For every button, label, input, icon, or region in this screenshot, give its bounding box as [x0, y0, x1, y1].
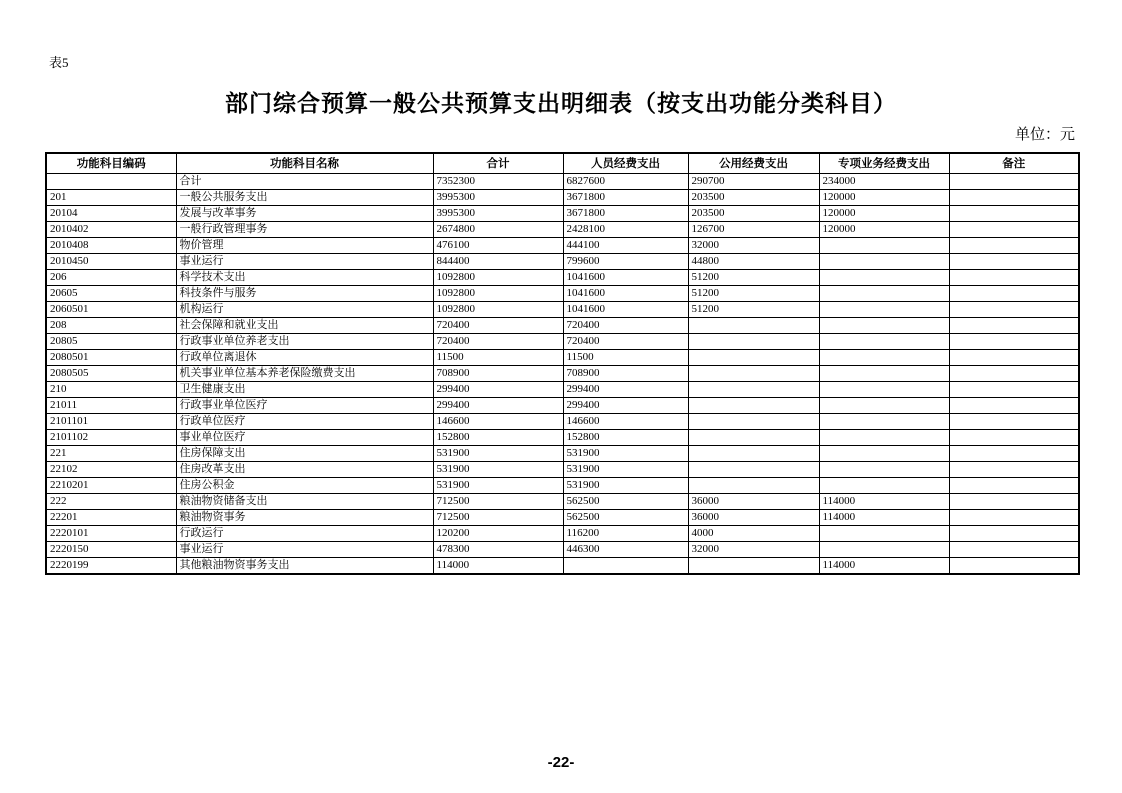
cell-personnel: 562500 [563, 509, 688, 525]
cell-public: 203500 [688, 205, 819, 221]
cell-personnel: 1041600 [563, 269, 688, 285]
table-row [46, 397, 1079, 413]
cell-public [688, 365, 819, 381]
cell-remark [949, 253, 1079, 269]
cell-public [688, 445, 819, 461]
cell-public [688, 349, 819, 365]
table-row [46, 317, 1079, 333]
cell-code: 2060501 [46, 301, 176, 317]
cell-total: 152800 [433, 429, 563, 445]
cell-name: 粮油物资储备支出 [176, 493, 433, 509]
column-header-code: 功能科目编码 [46, 153, 176, 173]
table-row [46, 509, 1079, 525]
cell-remark [949, 205, 1079, 221]
cell-special [819, 381, 949, 397]
cell-personnel: 299400 [563, 397, 688, 413]
cell-code: 221 [46, 445, 176, 461]
cell-special [819, 461, 949, 477]
cell-remark [949, 285, 1079, 301]
cell-special [819, 525, 949, 541]
cell-code: 2080505 [46, 365, 176, 381]
cell-total: 1092800 [433, 285, 563, 301]
cell-personnel: 799600 [563, 253, 688, 269]
cell-public [688, 461, 819, 477]
cell-public: 32000 [688, 541, 819, 557]
cell-name: 机关事业单位基本养老保险缴费支出 [176, 365, 433, 381]
cell-name: 物价管理 [176, 237, 433, 253]
cell-public: 44800 [688, 253, 819, 269]
cell-total: 708900 [433, 365, 563, 381]
cell-name: 行政事业单位养老支出 [176, 333, 433, 349]
cell-total: 712500 [433, 509, 563, 525]
cell-public [688, 557, 819, 574]
cell-code [46, 173, 176, 189]
cell-name: 合计 [176, 173, 433, 189]
cell-name: 社会保障和就业支出 [176, 317, 433, 333]
cell-total: 11500 [433, 349, 563, 365]
cell-special: 114000 [819, 557, 949, 574]
cell-code: 2080501 [46, 349, 176, 365]
cell-name: 住房保障支出 [176, 445, 433, 461]
cell-total: 3995300 [433, 189, 563, 205]
table-row [46, 461, 1079, 477]
cell-personnel: 299400 [563, 381, 688, 397]
cell-code: 2010450 [46, 253, 176, 269]
cell-name: 科学技术支出 [176, 269, 433, 285]
cell-total: 712500 [433, 493, 563, 509]
cell-personnel: 11500 [563, 349, 688, 365]
cell-total: 1092800 [433, 269, 563, 285]
cell-code: 2220150 [46, 541, 176, 557]
table-row [46, 269, 1079, 285]
cell-total: 3995300 [433, 205, 563, 221]
column-header-remark: 备注 [949, 153, 1079, 173]
budget-table-body [46, 173, 1079, 574]
cell-name: 事业运行 [176, 541, 433, 557]
cell-public: 36000 [688, 493, 819, 509]
cell-special: 120000 [819, 189, 949, 205]
cell-special [819, 397, 949, 413]
cell-name: 卫生健康支出 [176, 381, 433, 397]
cell-name: 一般公共服务支出 [176, 189, 433, 205]
cell-public: 36000 [688, 509, 819, 525]
cell-personnel: 720400 [563, 317, 688, 333]
cell-public: 290700 [688, 173, 819, 189]
cell-special [819, 477, 949, 493]
cell-special [819, 253, 949, 269]
budget-table-header-row [46, 153, 1079, 173]
table-row [46, 253, 1079, 269]
cell-personnel: 720400 [563, 333, 688, 349]
cell-special [819, 317, 949, 333]
cell-code: 2101101 [46, 413, 176, 429]
page-number: -22- [547, 754, 575, 771]
cell-code: 2010408 [46, 237, 176, 253]
cell-remark [949, 445, 1079, 461]
budget-table [45, 152, 1080, 575]
table-row [46, 429, 1079, 445]
cell-remark [949, 301, 1079, 317]
table-row [46, 477, 1079, 493]
cell-remark [949, 349, 1079, 365]
cell-personnel: 2428100 [563, 221, 688, 237]
cell-public [688, 397, 819, 413]
cell-special [819, 301, 949, 317]
cell-total: 531900 [433, 461, 563, 477]
cell-name: 行政事业单位医疗 [176, 397, 433, 413]
cell-public [688, 317, 819, 333]
cell-code: 222 [46, 493, 176, 509]
cell-special: 234000 [819, 173, 949, 189]
column-header-public: 公用经费支出 [688, 153, 819, 173]
cell-public [688, 477, 819, 493]
cell-remark [949, 541, 1079, 557]
table-row [46, 173, 1079, 189]
page-title: 部门综合预算一般公共预算支出明细表（按支出功能分类科目） [225, 91, 897, 116]
cell-special [819, 285, 949, 301]
table-row [46, 445, 1079, 461]
cell-special [819, 349, 949, 365]
cell-special [819, 365, 949, 381]
table-row [46, 557, 1079, 574]
cell-remark [949, 525, 1079, 541]
table-row [46, 237, 1079, 253]
cell-remark [949, 333, 1079, 349]
cell-special [819, 429, 949, 445]
cell-code: 2220199 [46, 557, 176, 574]
cell-total: 299400 [433, 397, 563, 413]
cell-special [819, 413, 949, 429]
cell-personnel: 6827600 [563, 173, 688, 189]
cell-personnel: 152800 [563, 429, 688, 445]
cell-total: 7352300 [433, 173, 563, 189]
cell-personnel: 1041600 [563, 301, 688, 317]
cell-code: 201 [46, 189, 176, 205]
cell-remark [949, 237, 1079, 253]
cell-public: 203500 [688, 189, 819, 205]
cell-remark [949, 317, 1079, 333]
cell-name: 住房公积金 [176, 477, 433, 493]
cell-personnel: 531900 [563, 477, 688, 493]
column-header-special: 专项业务经费支出 [819, 153, 949, 173]
cell-personnel: 1041600 [563, 285, 688, 301]
cell-name: 粮油物资事务 [176, 509, 433, 525]
cell-special: 120000 [819, 221, 949, 237]
cell-total: 476100 [433, 237, 563, 253]
cell-public: 32000 [688, 237, 819, 253]
cell-remark [949, 381, 1079, 397]
cell-public: 51200 [688, 301, 819, 317]
cell-public [688, 413, 819, 429]
cell-remark [949, 221, 1079, 237]
cell-total: 478300 [433, 541, 563, 557]
cell-code: 208 [46, 317, 176, 333]
cell-personnel: 446300 [563, 541, 688, 557]
cell-code: 20104 [46, 205, 176, 221]
cell-code: 210 [46, 381, 176, 397]
cell-total: 2674800 [433, 221, 563, 237]
cell-code: 2210201 [46, 477, 176, 493]
cell-code: 22201 [46, 509, 176, 525]
cell-code: 2010402 [46, 221, 176, 237]
cell-public [688, 333, 819, 349]
cell-personnel [563, 557, 688, 574]
cell-name: 发展与改革事务 [176, 205, 433, 221]
cell-personnel: 531900 [563, 445, 688, 461]
cell-total: 720400 [433, 333, 563, 349]
cell-remark [949, 397, 1079, 413]
table-row [46, 221, 1079, 237]
table-row [46, 301, 1079, 317]
table-sheet-label: 表5 [49, 55, 69, 70]
cell-special: 114000 [819, 509, 949, 525]
cell-code: 20805 [46, 333, 176, 349]
table-row [46, 333, 1079, 349]
cell-personnel: 3671800 [563, 189, 688, 205]
cell-public: 51200 [688, 269, 819, 285]
cell-code: 2101102 [46, 429, 176, 445]
cell-public: 4000 [688, 525, 819, 541]
cell-public [688, 429, 819, 445]
cell-special [819, 269, 949, 285]
cell-personnel: 708900 [563, 365, 688, 381]
table-row [46, 381, 1079, 397]
cell-personnel: 116200 [563, 525, 688, 541]
column-header-personnel: 人员经费支出 [563, 153, 688, 173]
cell-personnel: 3671800 [563, 205, 688, 221]
cell-remark [949, 189, 1079, 205]
column-header-name: 功能科目名称 [176, 153, 433, 173]
cell-total: 531900 [433, 477, 563, 493]
cell-name: 行政单位医疗 [176, 413, 433, 429]
table-row [46, 205, 1079, 221]
cell-name: 事业运行 [176, 253, 433, 269]
table-row [46, 413, 1079, 429]
cell-name: 机构运行 [176, 301, 433, 317]
cell-name: 事业单位医疗 [176, 429, 433, 445]
cell-name: 一般行政管理事务 [176, 221, 433, 237]
cell-total: 120200 [433, 525, 563, 541]
cell-personnel: 146600 [563, 413, 688, 429]
cell-name: 行政运行 [176, 525, 433, 541]
cell-name: 其他粮油物资事务支出 [176, 557, 433, 574]
cell-remark [949, 365, 1079, 381]
cell-total: 844400 [433, 253, 563, 269]
cell-special [819, 237, 949, 253]
cell-special [819, 445, 949, 461]
cell-total: 531900 [433, 445, 563, 461]
cell-remark [949, 413, 1079, 429]
cell-remark [949, 477, 1079, 493]
cell-code: 22102 [46, 461, 176, 477]
table-row [46, 525, 1079, 541]
cell-code: 206 [46, 269, 176, 285]
cell-name: 科技条件与服务 [176, 285, 433, 301]
cell-remark [949, 557, 1079, 574]
cell-personnel: 531900 [563, 461, 688, 477]
table-row [46, 189, 1079, 205]
cell-special [819, 333, 949, 349]
cell-name: 住房改革支出 [176, 461, 433, 477]
cell-total: 299400 [433, 381, 563, 397]
cell-total: 114000 [433, 557, 563, 574]
cell-remark [949, 429, 1079, 445]
column-header-total: 合计 [433, 153, 563, 173]
cell-total: 146600 [433, 413, 563, 429]
cell-total: 720400 [433, 317, 563, 333]
cell-total: 1092800 [433, 301, 563, 317]
cell-remark [949, 493, 1079, 509]
cell-public: 126700 [688, 221, 819, 237]
cell-special [819, 541, 949, 557]
cell-code: 21011 [46, 397, 176, 413]
cell-special: 114000 [819, 493, 949, 509]
cell-remark [949, 269, 1079, 285]
table-row [46, 285, 1079, 301]
cell-personnel: 444100 [563, 237, 688, 253]
cell-public [688, 381, 819, 397]
table-row [46, 349, 1079, 365]
cell-public: 51200 [688, 285, 819, 301]
cell-remark [949, 509, 1079, 525]
table-row [46, 493, 1079, 509]
cell-remark [949, 461, 1079, 477]
table-row [46, 541, 1079, 557]
cell-special: 120000 [819, 205, 949, 221]
cell-personnel: 562500 [563, 493, 688, 509]
unit-label: 单位：元 [1014, 127, 1075, 143]
cell-remark [949, 173, 1079, 189]
table-row [46, 365, 1079, 381]
cell-code: 20605 [46, 285, 176, 301]
cell-name: 行政单位离退休 [176, 349, 433, 365]
cell-code: 2220101 [46, 525, 176, 541]
